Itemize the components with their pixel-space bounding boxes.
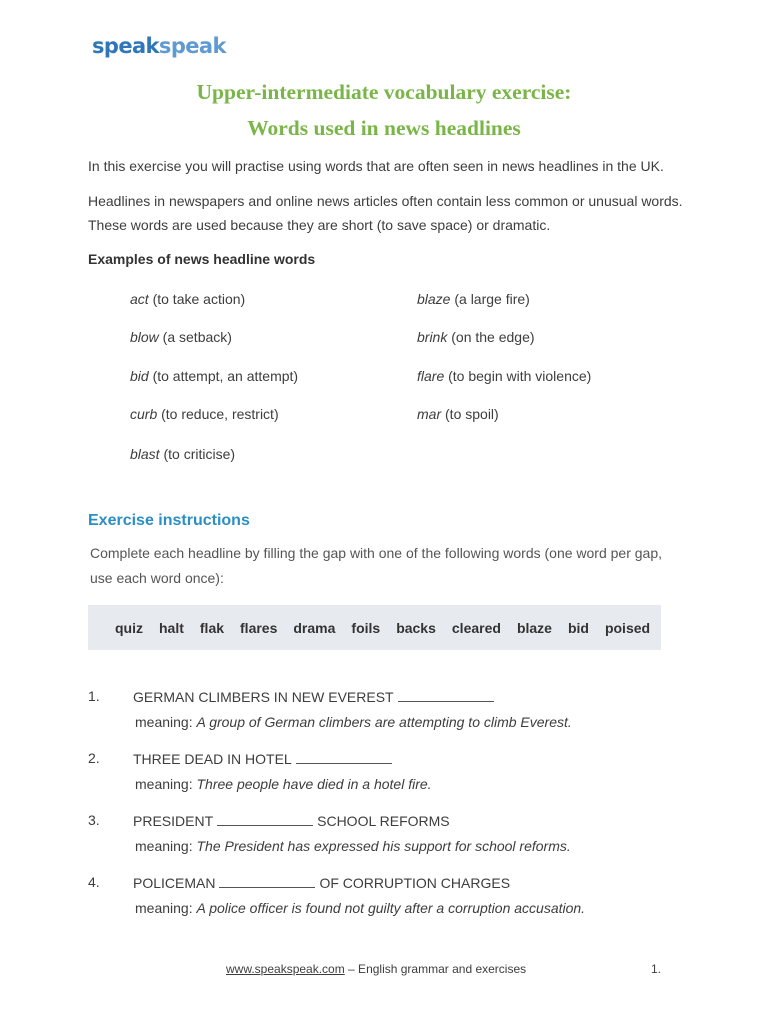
example-item [417,291,530,307]
exercise-instructions-heading: Exercise instructions [88,512,250,529]
example-meaning: (a setback) [158,329,232,345]
footer-link[interactable]: www.speakspeak.com [226,962,345,976]
instructions-text: Complete each headline by filling the gap with one of the following words (one word per gap, use each word once): [90,545,663,586]
example-item [130,446,235,462]
answer-gap[interactable] [398,688,494,702]
word-bank-item: foils [351,619,381,636]
example-word: blast [130,446,160,462]
word-bank-item: bid [567,619,589,636]
example-meaning: (a large fire) [450,291,530,307]
example-item [130,406,279,422]
example-meaning: (to spoil) [441,406,499,422]
example-meaning: (to reduce, restrict) [157,406,279,422]
title-line-1: Upper-intermediate vocabulary exercise: [196,80,572,104]
example-word: bid [130,368,149,384]
word-bank-item: blaze [516,619,552,636]
footer [226,962,526,976]
meaning-label: meaning: [135,900,197,916]
example-word: curb [130,406,158,422]
question-meaning [135,776,432,792]
meaning-text: The President has expressed his support for school reforms. [196,838,571,854]
footer-text: – English grammar and exercises [344,962,527,976]
headline-pre: POLICEMAN [133,875,216,891]
question-headline [133,688,498,705]
headline-pre: THREE DEAD IN HOTEL [133,751,292,767]
question-number: 4. [88,874,100,890]
example-item [130,291,245,307]
meaning-text: Three people have died in a hotel fire. [196,776,432,792]
meaning-label: meaning: [135,776,197,792]
example-item [130,368,298,384]
word-bank-item: quiz [115,619,143,636]
logo-part-1: speak [92,34,159,58]
headline-pre: PRESIDENT [133,813,214,829]
word-bank-item: flares [240,619,278,636]
page-number: 1. [651,962,662,976]
question-meaning [135,714,572,730]
meaning-text: A police officer is found not guilty after a corruption accusation. [196,900,586,916]
question-headline [133,874,510,891]
examples-heading: Examples of news headline words [88,251,316,267]
meaning-label: meaning: [135,838,197,854]
example-word: mar [417,406,442,422]
example-word: blaze [417,291,451,307]
logo-part-2: speak [158,34,226,58]
answer-gap[interactable] [219,874,315,888]
word-bank-item: drama [293,619,336,636]
example-word: blow [130,329,159,345]
answer-gap[interactable] [296,750,392,764]
example-item [417,329,535,345]
question-headline [133,750,396,767]
example-meaning: (on the edge) [447,329,535,345]
example-word: flare [417,368,445,384]
meaning-text: A group of German climbers are attempting to climb Everest. [196,714,572,730]
example-meaning: (to attempt, an attempt) [148,368,299,384]
word-bank-item: backs [396,619,436,636]
word-bank-item: flak [199,619,225,636]
intro-paragraph-2: Headlines in newspapers and online news articles often contain less common or unusual words. These words are used because they are short (to save space) or dramatic. [88,193,683,233]
word-bank-item: halt [159,619,184,636]
headline-post: SCHOOL REFORMS [317,813,450,829]
example-word: act [130,291,149,307]
question-meaning [135,900,585,916]
answer-gap[interactable] [217,812,313,826]
meaning-label: meaning: [135,714,197,730]
question-number: 2. [88,750,100,766]
question-number: 3. [88,812,100,828]
example-item [417,406,499,422]
example-item [130,329,232,345]
example-meaning: (to take action) [148,291,246,307]
intro-paragraph-1: In this exercise you will practise using words that are often seen in news headlines in the UK. [88,158,664,174]
word-bank [88,605,661,650]
example-item [417,368,591,384]
headline-post: OF CORRUPTION CHARGES [319,875,511,891]
word-bank-item: poised [604,619,651,636]
word-bank-item: cleared [451,619,501,636]
question-number: 1. [88,688,100,704]
example-meaning: (to criticise) [159,446,236,462]
title-line-2: Words used in news headlines [247,116,521,140]
question-meaning [135,838,571,854]
speakspeak-logo [92,34,226,58]
example-word: brink [417,329,448,345]
headline-pre: GERMAN CLIMBERS IN NEW EVEREST [133,689,394,705]
question-headline [133,812,450,829]
example-meaning: (to begin with violence) [444,368,592,384]
